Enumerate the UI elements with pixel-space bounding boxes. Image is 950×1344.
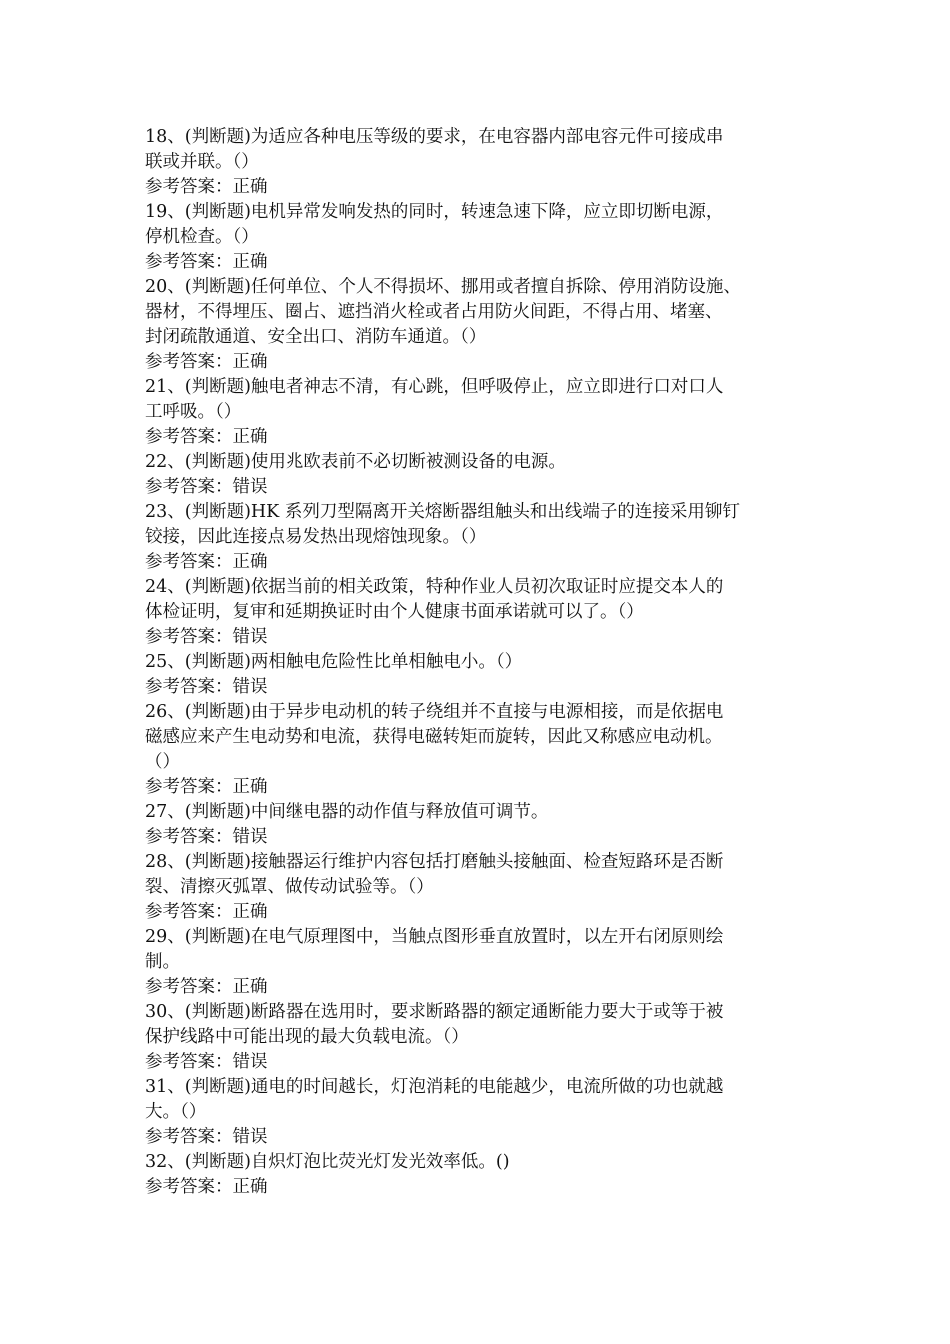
question-29: 29、(判断题)在电气原理图中，当触点图形垂直放置时，以左开右闭原则绘 制。 — [145, 927, 724, 972]
question-26: 26、(判断题)由于异步电动机的转子绕组并不直接与电源相接，而是依据电 磁感应来产生电动势和电流，获得电磁转矩而旋转，因此又称感应电动机。 （） — [145, 702, 724, 772]
answer-32: 参考答案：正确 — [145, 1177, 268, 1197]
question-20: 20、(判断题)任何单位、个人不得损坏、挪用或者擅自拆除、停用消防设施、 器材，不得埋压、圈占、遮挡消火栓或者占用防火间距，不得占用、堵塞、 封闭疏散通道、安全出口、消防车通道。（） — [145, 277, 741, 347]
answer-18: 参考答案：正确 — [145, 177, 268, 197]
answer-20: 参考答案：正确 — [145, 352, 268, 372]
answer-29: 参考答案：正确 — [145, 977, 268, 997]
answer-26: 参考答案：正确 — [145, 777, 268, 797]
answer-23: 参考答案：正确 — [145, 552, 268, 572]
question-list — [145, 125, 825, 1200]
answer-22: 参考答案：错误 — [145, 477, 268, 497]
question-25: 25、(判断题)两相触电危险性比单相触电小。（） — [145, 652, 523, 672]
answer-30: 参考答案：错误 — [145, 1052, 268, 1072]
question-28: 28、(判断题)接触器运行维护内容包括打磨触头接触面、检查短路环是否断 裂、清擦灭弧罩、做传动试验等。（） — [145, 852, 724, 897]
question-22: 22、(判断题)使用兆欧表前不必切断被测设备的电源。 — [145, 452, 566, 472]
answer-28: 参考答案：正确 — [145, 902, 268, 922]
question-18: 18、(判断题)为适应各种电压等级的要求，在电容器内部电容元件可接成串 联或并联。（） — [145, 127, 724, 172]
answer-31: 参考答案：错误 — [145, 1127, 268, 1147]
question-27: 27、(判断题)中间继电器的动作值与释放值可调节。 — [145, 802, 549, 822]
question-23: 23、(判断题)HK 系列刀型隔离开关熔断器组触头和出线端子的连接采用铆钉 铰接，因此连接点易发热出现熔蚀现象。（） — [145, 502, 740, 547]
answer-19: 参考答案：正确 — [145, 252, 268, 272]
question-21: 21、(判断题)触电者神志不清，有心跳，但呼吸停止，应立即进行口对口人 工呼吸。（） — [145, 377, 724, 422]
answer-24: 参考答案：错误 — [145, 627, 268, 647]
answer-27: 参考答案：错误 — [145, 827, 268, 847]
question-31: 31、(判断题)通电的时间越长，灯泡消耗的电能越少，电流所做的功也就越 大。（） — [145, 1077, 724, 1122]
question-32: 32、(判断题)自炽灯泡比荧光灯发光效率低。() — [145, 1152, 510, 1172]
question-30: 30、(判断题)断路器在选用时，要求断路器的额定通断能力要大于或等于被 保护线路中可能出现的最大负载电流。（） — [145, 1002, 724, 1047]
question-19: 19、(判断题)电机异常发响发热的同时，转速急速下降，应立即切断电源， 停机检查。（） — [145, 202, 724, 247]
answer-21: 参考答案：正确 — [145, 427, 268, 447]
question-24: 24、(判断题)依据当前的相关政策，特种作业人员初次取证时应提交本人的 体检证明，复审和延期换证时由个人健康书面承诺就可以了。（） — [145, 577, 724, 622]
answer-25: 参考答案：错误 — [145, 677, 268, 697]
